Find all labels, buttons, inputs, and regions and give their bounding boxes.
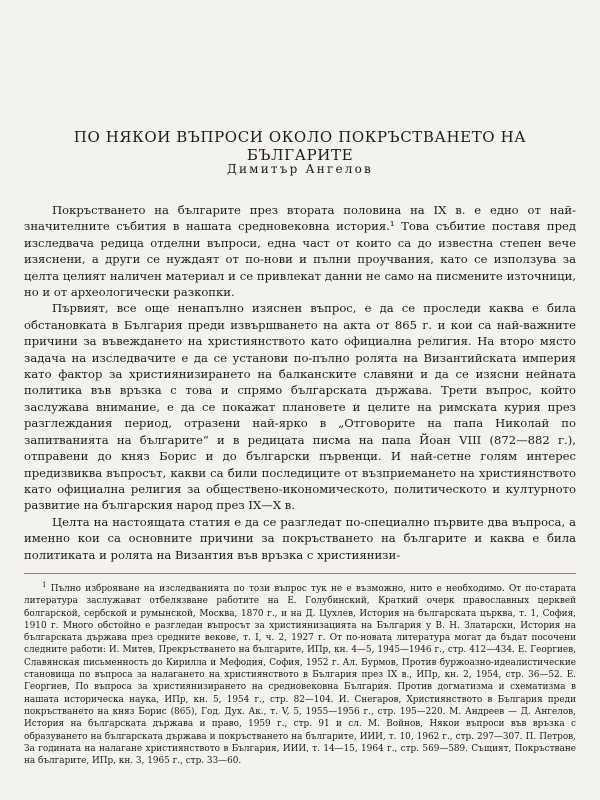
article-body [24, 202, 576, 563]
paragraph: Първият, все още ненапълно изяснен въпрос, е да се проследи каква е била обстановката в България преди извършването на акта от 865 г. и кои са най-важните причини за въвеждането на християнството като официална религия. На второ място задача на изследвачите е да се установи по-пълно ролята на Византийската империя като фактор за християнизирането на балканските славяни и да се изясни нейната политика във връзка с това и спрямо българската държава. Трети въпрос, който заслужава внимание, е да се покажат плановете и целите на римската курия през разглеждания период, отразени най-ярко в „Отговорите на папа Николай по запитванията на българите“ и в редицата писма на папа Йоан VIII (872—882 г.), отправени до княз Борис и до български първенци. И най-сетне голям интерес предизвиква въпросът, какви са били последиците от възприемането на християнството като официална религия за обществено-икономическото, политическото и културното развитие на българския народ през IX—X в. [24, 301, 576, 513]
footnote [24, 583, 576, 767]
article-title: ПО НЯКОИ ВЪПРОСИ ОКОЛО ПОКРЪСТВАНЕТО НА БЪЛГАРИТЕ [73, 128, 527, 164]
author-name: Димитър Ангелов [227, 162, 373, 176]
paragraph: Покръстването на българите през втората половина на IX в. е едно от най-значителните събития в нашата средновековна история.¹ Това събитие поставя пред изследвача редица отделни въпроси, една част от които са до известна степен вече изяснени, а други се нуждаят от по-нови и пълни проучвания, като се използува за целта целият наличен материал и се привлекат данни не само на писмените източници, но и от археологически разкопки. [24, 203, 576, 300]
paragraph: Целта на настоящата статия е да се разгледат по-специално първите два въпроса, а именно кои са основните причини за покръстването на българите и каква е била политиката и ролята на Византия във връзка с християнизи- [24, 514, 576, 562]
footnote-divider [24, 573, 576, 574]
footnote-paragraph [24, 583, 576, 767]
footnote-text: Пълно изброяване на изследванията по този въпрос тук не е възможно, нито е необходимо. От по-старата литература заслужават отбелязване работите на Е. Голубинский, Краткий очерк православных церквей болгарской, сербской и румынской, Москва, 1870 г., и на Д. Цухлев, История на българската църква, т. 1, София, 1910 г. Много обстойно е разгледан въпросът за християнизацията на България у В. Н. Златарски, История на българската държава през средните векове, т. I, ч. 2, 1927 г. От по-новата литература могат да бъдат посочени следните работи: И. Митев, Прекръстването на българите, ИПр, кн. 4—5, 1945—1946 г., стр. 412—434. Е. Георгиев, Славянская письменность до Кирилла и Мефодия, София, 1952 г. Ал. Бурмов, Против буржоазно-идеалистические становища по въпроса за налагането на християнството в България през IX в., ИПр, кн. 2, 1954, стр. 36—52. Е. Георгиев, По въпроса за християнизирането на средновековна България. Против догматизма и схематизма в нашата историческа наука, ИПр, кн. 5, 1954 г., стр. 82—104. И. Снегаров, Християнството в България преди покръстването на княз Борис (865), Год. Дух. Ак., т. V, 5, 1955—1956 г., стр. 195—220. М. Андреев — Д. Ангелов, История на българската държава и право, 1959 г., стр. 91 и сл. М. Войнов, Някои въпроси във връзка с образуването на българската държава и покръстването на българите, ИИИ, т. 10, 1962 г., стр. 297—307. П. Петров, За годината на налагане християнството в България, ИИИ, т. 14—15, 1964 г., стр. 569—589. Същият, Покръстване на българите, ИПр, кн. 3, 1965 г., стр. 33—60. [24, 584, 576, 767]
footnote-mark: 1 [42, 581, 47, 590]
